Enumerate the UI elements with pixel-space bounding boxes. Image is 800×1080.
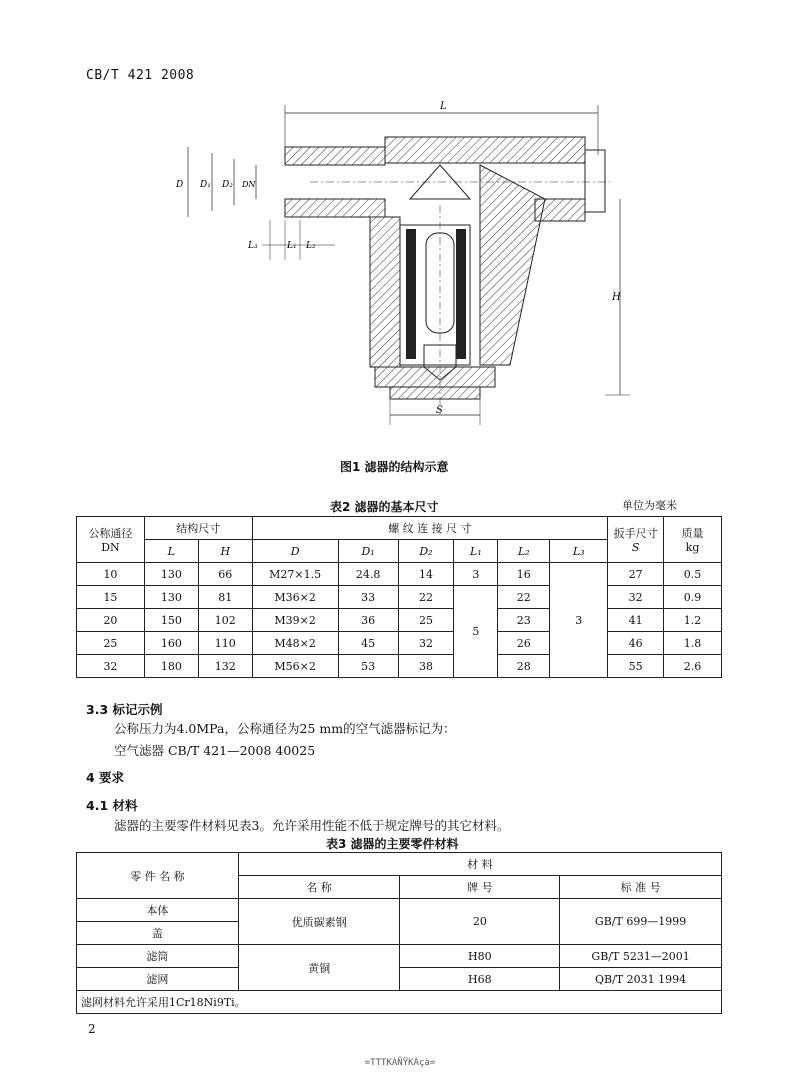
header-material: 材 料 [238,853,721,876]
dim-label-D1: D₁ [200,180,211,190]
figure-1-caption: 图1 滤器的结构示意 [340,460,449,474]
table-row: 32 180 132 M56×2 53 38 28 55 2.6 [77,655,722,678]
header-part-name: 零 件 名 称 [77,853,239,899]
subheader-D2: D₂ [398,540,454,563]
dim-label-D: D [176,180,184,190]
subheader-L: L [144,540,198,563]
table-2-caption: 表2 滤器的基本尺寸 [330,500,439,514]
subheader-D1: D₁ [338,540,398,563]
dim-label-L3: L₃ [248,241,258,251]
header-dn: 公称通径 DN [77,517,145,563]
section-3-3-title: 3.3 标记示例 [86,702,163,717]
dim-label-L1: L₁ [287,241,297,251]
header-standard: 标 准 号 [560,876,722,899]
table-row: 本体 优质碳素钢 20 GB/T 699—1999 [77,899,722,922]
dim-label-D2: D₂ [222,180,233,190]
subheader-L2: L₂ [498,540,550,563]
section-3-3-example: 空气滤器 CB/T 421—2008 40025 [114,743,316,758]
section-4-1-title: 4.1 材料 [86,798,138,813]
merged-L3: 3 [550,563,608,678]
header-grade: 牌 号 [400,876,560,899]
table-row: 滤网 H68 QB/T 2031 1994 [77,968,722,991]
dim-label-H: H [612,292,621,303]
merged-L1: 5 [454,586,498,678]
table-2-basic-dimensions [76,516,722,678]
dim-label-L2: L₂ [306,241,316,251]
footer-watermark: =TTTKÀÑŸKÀçà= [364,1058,436,1068]
table-2-unit: 单位为毫米 [622,499,677,512]
table-row: 25 160 110 M48×2 45 32 26 46 1.8 [77,632,722,655]
subheader-H: H [198,540,252,563]
dim-label-DN: DN [242,180,256,189]
subheader-L3: L₃ [550,540,608,563]
section-3-3-text: 公称压力为4.0MPa，公称通径为25 mm的空气滤器标记为： [114,721,456,736]
table-3-caption: 表3 滤器的主要零件材料 [326,837,459,851]
subheader-L1: L₁ [454,540,498,563]
table-3-main-part-materials [76,852,722,1014]
header-structure: 结构尺寸 [144,517,252,540]
table-row: 10 130 66 M27×1.5 24.8 14 3 16 3 27 0.5 [77,563,722,586]
filter-structure-drawing [150,95,650,445]
header-mass: 质量 kg [664,517,722,563]
section-4-title: 4 要求 [86,770,125,785]
header-thread: 螺 纹 连 接 尺 寸 [252,517,607,540]
section-4-1-text: 滤器的主要零件材料见表3。允许采用性能不低于规定牌号的其它材料。 [114,818,510,833]
table-row: 20 150 102 M39×2 36 25 23 41 1.2 [77,609,722,632]
table-row: 15 130 81 M36×2 33 22 5 22 32 0.9 [77,586,722,609]
page-number: 2 [88,1022,96,1036]
table-3-note: 滤网材料允许采用1Cr18Ni9Ti。 [77,991,722,1014]
dim-label-L: L [440,101,447,112]
subheader-D: D [252,540,338,563]
table-row: 滤筒 黄铜 H80 GB/T 5231—2001 [77,945,722,968]
header-material-name: 名 称 [238,876,400,899]
standard-code-header: CB/T 421 2008 [86,68,195,83]
table-row: 盖 [77,922,722,945]
header-wrench: 扳手尺寸 S [608,517,664,563]
dim-label-S: S [436,405,443,416]
